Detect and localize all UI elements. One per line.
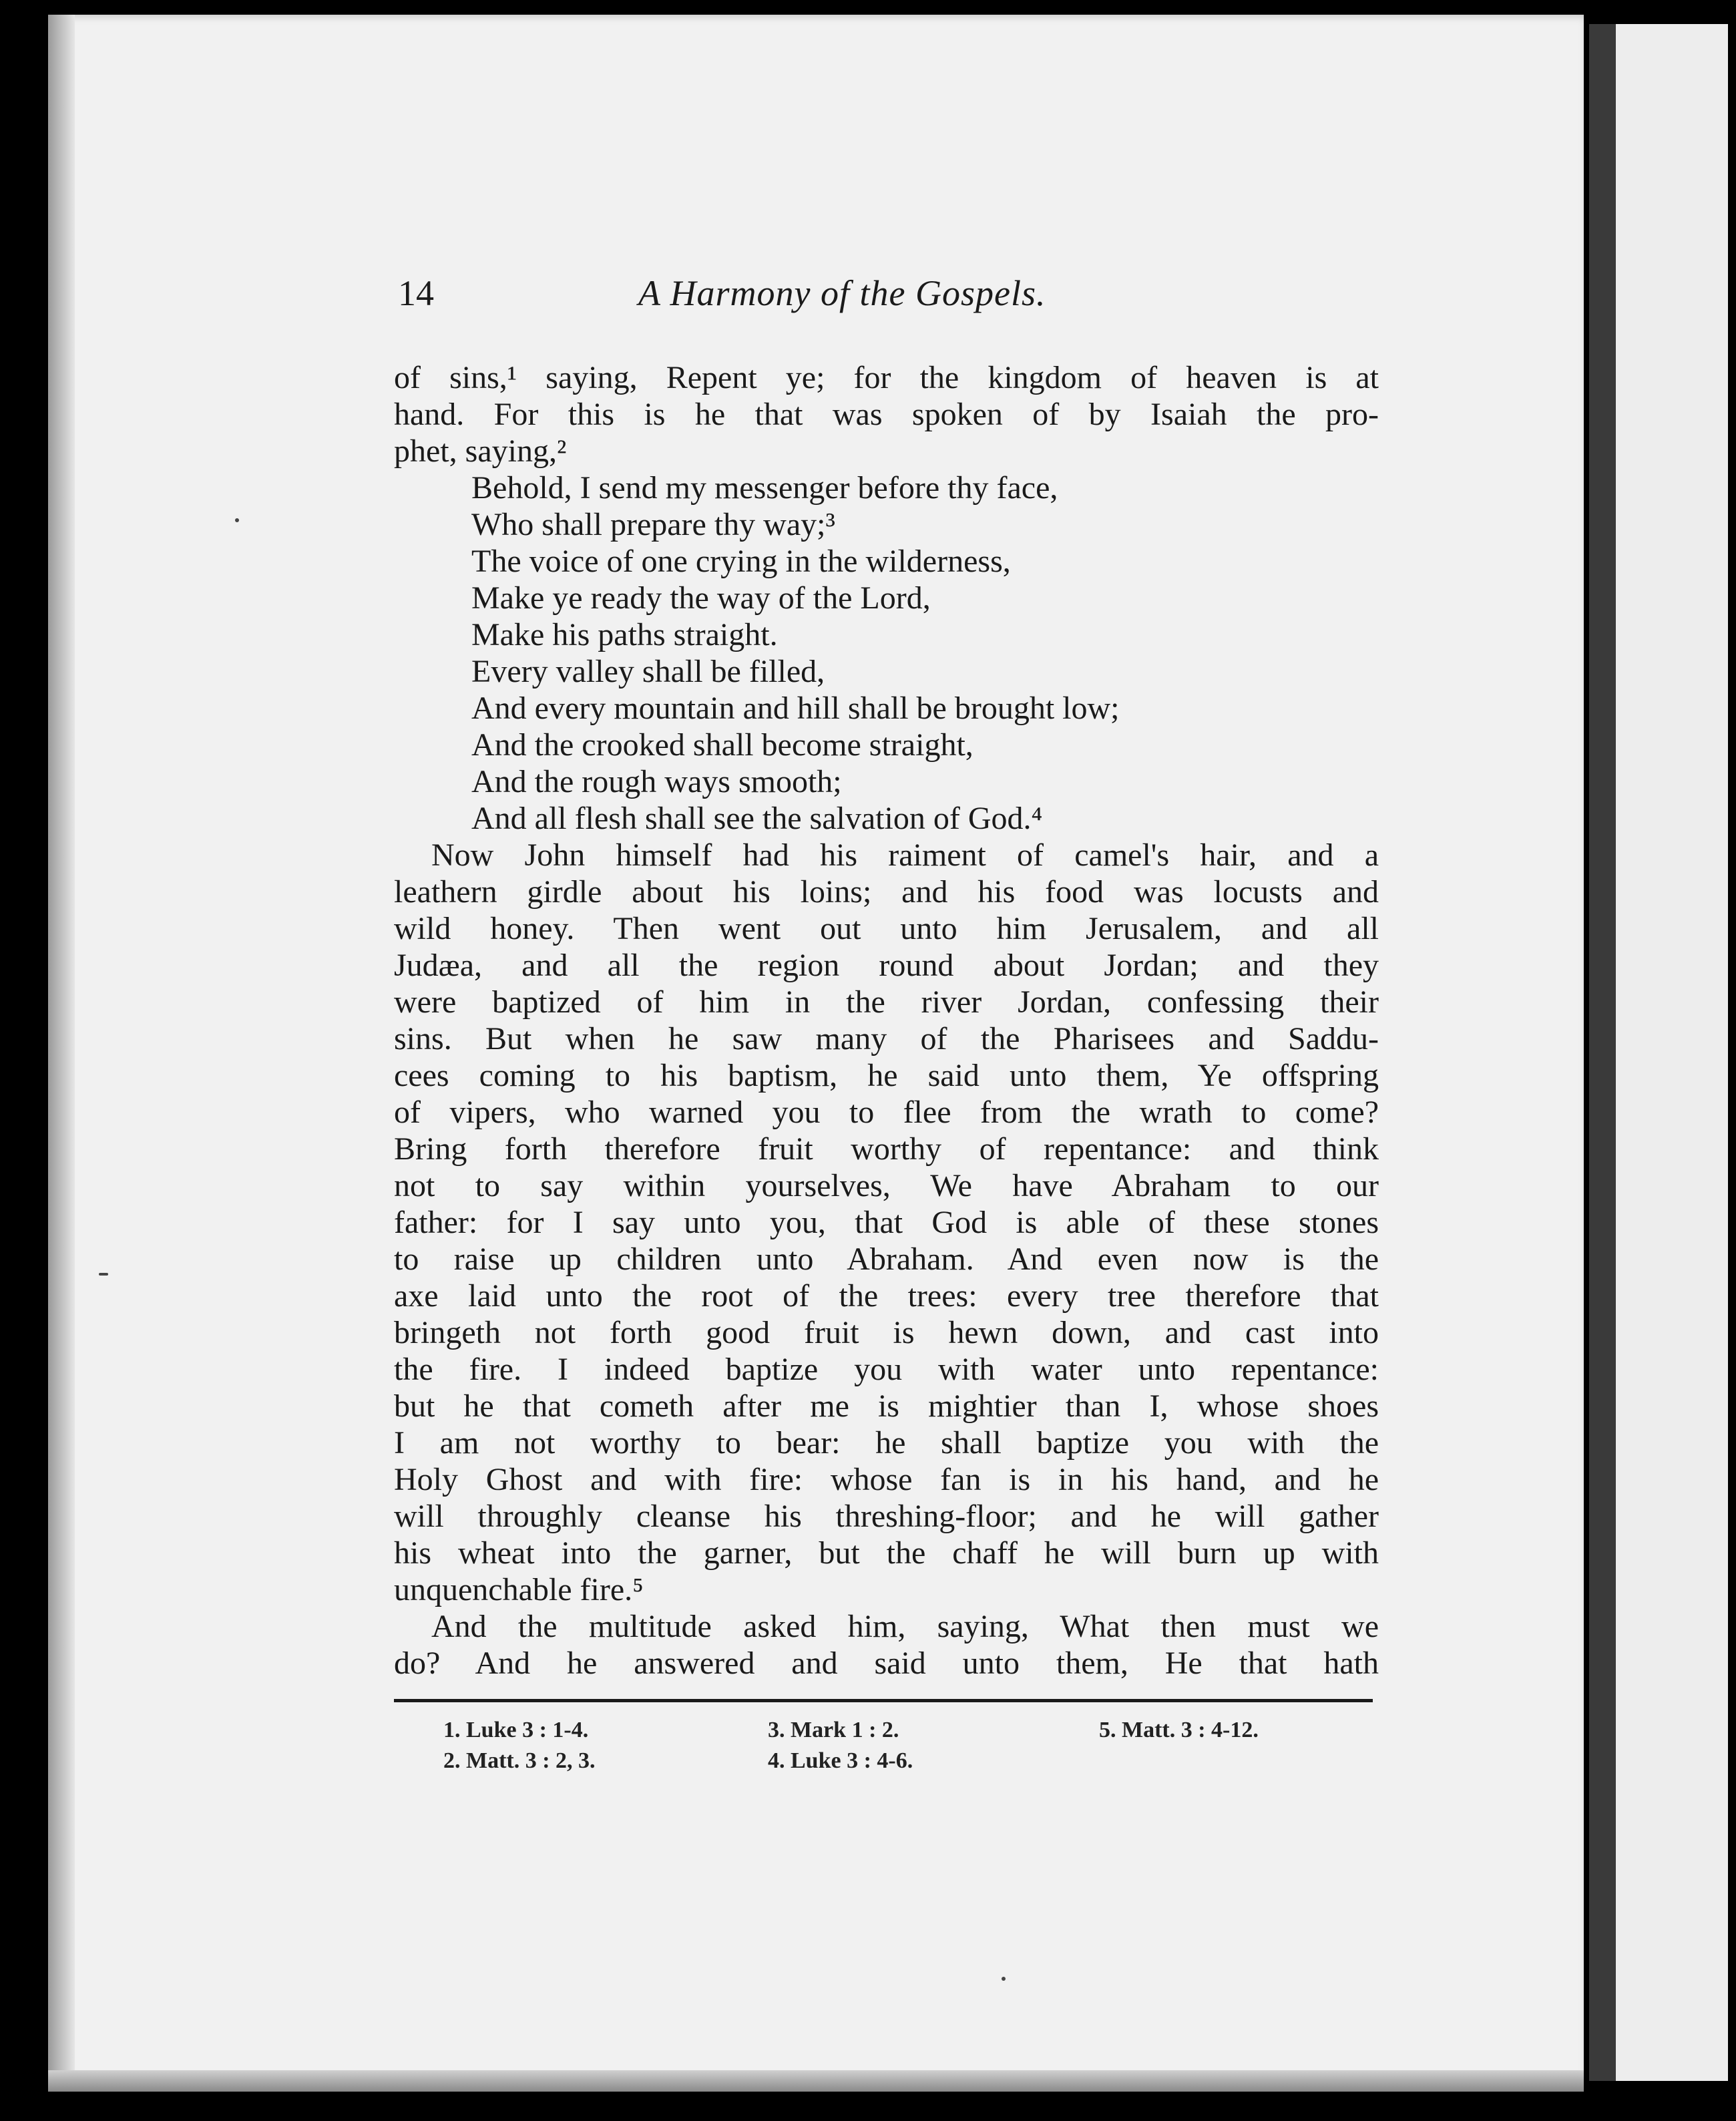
text-line: unquenchable fire.⁵ — [394, 1572, 644, 1607]
text-line: sins. But when he saw many of the Pharisees and Saddu- — [394, 1021, 1379, 1056]
text-line: I am not worthy to bear: he shall baptize you with the — [394, 1425, 1379, 1461]
text-line: leathern girdle about his loins; and his food was locusts and — [394, 874, 1379, 910]
text-line: the fire. I indeed baptize you with water unto repentance: — [394, 1352, 1379, 1387]
text-line: cees coming to his baptism, he said unto them, Ye offspring — [394, 1058, 1379, 1093]
text-line: And all flesh shall see the salvation of God.⁴ — [471, 801, 1043, 836]
text-line: but he that cometh after me is mightier than I, whose shoes — [394, 1388, 1379, 1424]
footnote: 5. Matt. 3 : 4-12. — [1099, 1718, 1259, 1742]
text-line: of sins,¹ saying, Repent ye; for the kingdom of heaven is at — [394, 360, 1379, 395]
page-bottom-edge — [48, 2070, 1584, 2092]
footnote: 1. Luke 3 : 1-4. — [443, 1718, 589, 1742]
text-line: And the rough ways smooth; — [471, 764, 842, 799]
text-line: not to say within yourselves, We have Abraham to our — [394, 1168, 1379, 1203]
text-line: Make his paths straight. — [471, 617, 778, 652]
text-line: Every valley shall be filled, — [471, 654, 825, 689]
text-line: father: for I say unto you, that God is able of these stones — [394, 1205, 1379, 1240]
text-line: phet, saying,² — [394, 433, 567, 469]
page-gutter-shadow — [48, 15, 75, 2092]
text-line: Who shall prepare thy way;³ — [471, 507, 835, 542]
text-line: were baptized of him in the river Jordan, confessing their — [394, 984, 1379, 1020]
footnote: 2. Matt. 3 : 2, 3. — [443, 1748, 596, 1773]
text-line: And the multitude asked him, saying, What then must we — [431, 1609, 1379, 1644]
text-line: of vipers, who warned you to flee from the wrath to come? — [394, 1095, 1379, 1130]
text-line: Bring forth therefore fruit worthy of repentance: and think — [394, 1131, 1379, 1167]
text-line: do? And he answered and said unto them, He that hath — [394, 1646, 1379, 1681]
print-speck — [1002, 1977, 1006, 1981]
body-text — [394, 359, 1379, 1682]
text-line: hand. For this is he that was spoken of by Isaiah the pro- — [394, 397, 1379, 432]
text-line: will throughly cleanse his threshing-floor; and he will gather — [394, 1499, 1379, 1534]
text-line: to raise up children unto Abraham. And even now is the — [394, 1241, 1379, 1277]
page-number: 14 — [398, 273, 434, 313]
text-line: bringeth not forth good fruit is hewn down, and cast into — [394, 1315, 1379, 1350]
footnote-rule — [394, 1699, 1373, 1702]
footnote: 4. Luke 3 : 4-6. — [768, 1748, 913, 1773]
facing-page-edge — [1616, 24, 1728, 2081]
text-line: And every mountain and hill shall be brought low; — [471, 691, 1120, 726]
text-line: Judæa, and all the region round about Jordan; and they — [394, 948, 1379, 983]
text-line: And the crooked shall become straight, — [471, 727, 973, 763]
text-line: The voice of one crying in the wilderness, — [471, 544, 1011, 579]
footnotes — [394, 1715, 1373, 1795]
text-line: Holy Ghost and with fire: whose fan is in his hand, and he — [394, 1462, 1379, 1497]
book-title: A Harmony of the Gospels. — [638, 273, 1046, 313]
text-line: Make ye ready the way of the Lord, — [471, 580, 931, 616]
print-speck — [99, 1273, 108, 1276]
footnote: 3. Mark 1 : 2. — [768, 1718, 899, 1742]
text-line: Behold, I send my messenger before thy face, — [471, 470, 1058, 506]
book-spine — [1589, 24, 1618, 2081]
running-head — [398, 267, 1139, 321]
text-line: axe laid unto the root of the trees: every tree therefore that — [394, 1278, 1379, 1314]
print-speck — [235, 518, 239, 522]
text-line: wild honey. Then went out unto him Jerusalem, and all — [394, 911, 1379, 946]
text-line: his wheat into the garner, but the chaff he will burn up with — [394, 1535, 1379, 1571]
text-line: Now John himself had his raiment of camel's hair, and a — [431, 837, 1379, 873]
